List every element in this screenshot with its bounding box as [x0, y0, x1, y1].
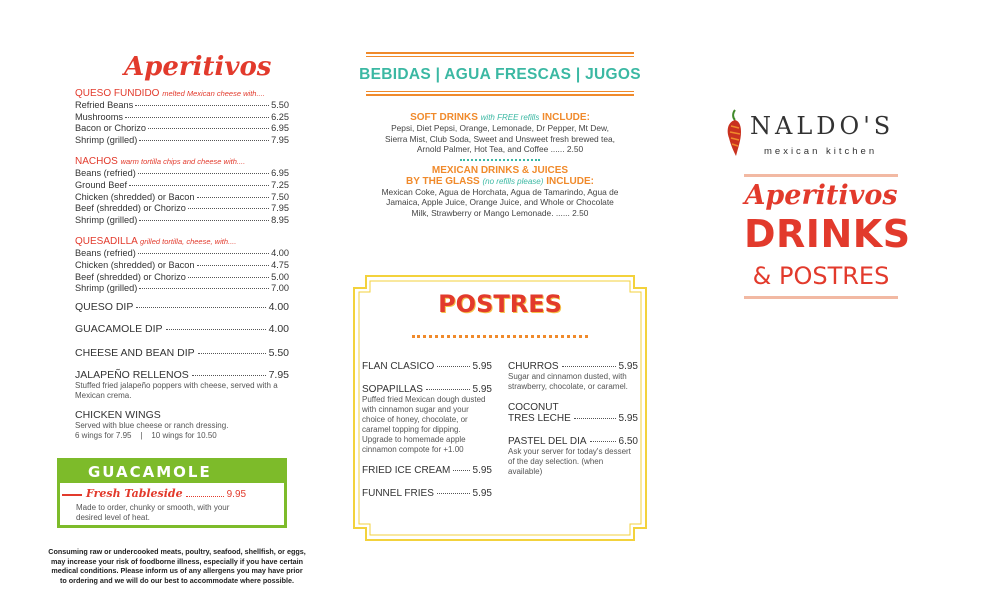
leader-dots: [437, 366, 469, 367]
leader-dots: [197, 265, 270, 266]
menu-item-row: [75, 100, 289, 112]
postres-divider: [412, 335, 588, 338]
quesadilla-heading: QUESADILLA grilled tortilla, cheese, with....: [75, 236, 237, 248]
menu-item-price: 7.50: [271, 191, 289, 202]
dessert-price: 5.95: [618, 413, 638, 424]
guacamole-item: Fresh Tableside 9.95: [86, 487, 247, 500]
disclaimer: Consuming raw or undercooked meats, poultry, seafood, shellfish, or eggs, may increase your risk of foodborne illness, especially if you have certain medical conditions. Please inform us of any allergens you may have prior to ordering and we will do our best to accommodate where possible.: [48, 547, 306, 585]
menu-item-name: Beans (refried): [75, 168, 136, 179]
menu-item-row: [75, 135, 289, 147]
dessert-name: CHURROS: [508, 361, 559, 372]
menu-item-row: [75, 248, 289, 260]
dessert-row: [508, 361, 638, 372]
dessert-item: [508, 361, 638, 392]
dessert-price: 5.95: [472, 465, 492, 476]
leader-dots: [426, 389, 470, 390]
quesadilla-list: [75, 248, 289, 294]
cover-aperitivos: Aperitivos: [744, 180, 898, 211]
menu-item-row: [75, 203, 289, 215]
menu-item-price: 6.95: [271, 123, 289, 134]
dessert-row: [362, 488, 492, 499]
bebidas-divider: [460, 159, 540, 161]
leader-dots: [188, 277, 269, 278]
menu-item-price: 5.00: [271, 271, 289, 282]
postres-title: POSTRES: [438, 290, 562, 318]
guacamole-title: GUACAMOLE: [60, 461, 284, 483]
wings-desc: Served with blue cheese or ranch dressing.: [75, 420, 229, 430]
menu-item-row: [75, 112, 289, 124]
leader-dots: [138, 253, 269, 254]
leader-dots: [590, 441, 616, 442]
dessert-price: 5.95: [472, 488, 492, 499]
dessert-name: SOPAPILLAS: [362, 384, 423, 395]
menu-item-row: [75, 283, 289, 295]
dessert-name: FUNNEL FRIES: [362, 488, 434, 499]
dessert-desc: Ask your server for today's dessert of the day selection. (when available): [508, 447, 631, 476]
menu-item-row: [75, 272, 289, 284]
dessert-item: [362, 384, 492, 455]
menu-item-name: Ground Beef: [75, 179, 128, 190]
soft-drinks-section: [380, 112, 620, 218]
dessert-row: [508, 413, 638, 424]
leader-dots: [148, 128, 269, 129]
menu-item-row: [75, 123, 289, 135]
guacamole-desc: Made to order, chunky or smooth, with your desired level of heat.: [76, 503, 230, 522]
menu-item-row: [75, 180, 289, 192]
chili-pepper-icon: [724, 108, 746, 158]
aperitivos-title: Aperitivos: [124, 52, 272, 82]
soft-drinks-list: Pepsi, Diet Pepsi, Orange, Lemonade, Dr Pepper, Mt Dew, Sierra Mist, Club Soda, Sweet and Unsweet fresh brewed tea, Arnold Palmer, Hot Tea, and Coffee ...... 2.50: [385, 123, 615, 154]
bebidas-title: BEBIDAS | AGUA FRESCAS | JUGOS: [359, 66, 641, 83]
menu-item-name: Beef (shredded) or Chorizo: [75, 271, 186, 282]
menu-item-name: Beans (refried): [75, 248, 136, 259]
leader-dots: [574, 418, 616, 419]
menu-item-name: Shrimp (grilled): [75, 214, 138, 225]
brand-tagline: mexican kitchen: [764, 146, 878, 157]
leader-dots: [139, 140, 269, 141]
bebidas-bottom-rule: [366, 91, 634, 92]
dessert-item: [362, 465, 492, 476]
leader-dots: [562, 366, 616, 367]
leader-dots: [125, 117, 269, 118]
menu-item-name: Shrimp (grilled): [75, 283, 138, 294]
menu-item-row: [75, 168, 289, 180]
menu-item-price: 7.00: [271, 283, 289, 294]
aperitivos-menu: [75, 88, 289, 441]
dessert-price: 5.95: [618, 361, 638, 372]
cheese-bean-dip-item: CHEESE AND BEAN DIP 5.50: [75, 346, 289, 359]
menu-item-name: Chicken (shredded) or Bacon: [75, 191, 195, 202]
chicken-wings-item: CHICKEN WINGS: [75, 408, 161, 421]
nachos-list: [75, 168, 289, 226]
cover-drinks: DRINKS: [744, 212, 911, 256]
mexican-drinks-heading: MEXICAN DRINKS & JUICES: [431, 164, 569, 176]
menu-item-name: Bacon or Chorizo: [75, 123, 146, 134]
bebidas-bottom-rule-2: [366, 94, 634, 96]
guacamole-dip-item: GUACAMOLE DIP 4.00: [75, 322, 289, 335]
menu-item-row: [75, 192, 289, 204]
dessert-row: [362, 361, 492, 372]
wings-prices: 6 wings for 7.95 | 10 wings for 10.50: [75, 430, 217, 440]
soft-drinks-heading: SOFT DRINKS with FREE refills INCLUDE:: [410, 112, 590, 123]
jalapeno-desc: Stuffed fried jalapeño poppers with cheese, served with a Mexican crema.: [75, 380, 278, 400]
leader-dots: [437, 493, 470, 494]
dessert-name: FRIED ICE CREAM: [362, 465, 451, 476]
guacamole-accent-line: [62, 494, 82, 496]
menu-item-price: 5.50: [271, 100, 289, 110]
dessert-desc: Sugar and cinnamon dusted, with strawberry, chocolate, or caramel.: [508, 372, 628, 391]
leader-dots: [197, 197, 270, 198]
menu-item-price: 7.25: [271, 179, 289, 190]
cover-bottom-rule: [744, 296, 898, 299]
menu-item-price: 6.95: [271, 168, 289, 179]
mexican-drinks-list: Mexican Coke, Agua de Horchata, Agua de Tamarindo, Agua de Jamaica, Apple Juice, Orange Juice, and Whole or Chocolate Milk, Strawberry or Mango Lemonade. ...... 2.50: [381, 186, 619, 218]
menu-item-name: Shrimp (grilled): [75, 134, 138, 145]
menu-item-price: 4.75: [271, 259, 289, 270]
menu-item-price: 4.00: [271, 248, 289, 259]
dessert-name: PASTEL DEL DIA: [508, 436, 587, 447]
by-the-glass-heading: BY THE GLASS (no refills please) INCLUDE:: [406, 175, 594, 187]
dessert-item: [362, 488, 492, 499]
dessert-price: 5.95: [472, 361, 492, 372]
menu-item-row: [75, 215, 289, 227]
menu-item-name: Mushrooms: [75, 111, 123, 122]
dessert-row: [362, 384, 492, 395]
leader-dots: [129, 185, 269, 186]
menu-item-price: 7.95: [271, 203, 289, 214]
cover-postres: & POSTRES: [752, 262, 890, 290]
leader-dots: [139, 288, 269, 289]
leader-dots: [139, 220, 269, 221]
leader-dots: [453, 470, 469, 471]
dessert-item: [362, 361, 492, 372]
dessert-desc: Puffed fried Mexican dough dusted with cinnamon sugar and your choice of honey, chocolate, or caramel topping for dipping. Upgrade to homemade apple cinnamon compote for +1.00: [362, 395, 486, 454]
menu-item-row: [75, 260, 289, 272]
dessert-row: [362, 465, 492, 476]
dessert-name: TRES LECHE: [508, 413, 571, 424]
menu-item-name: Beef (shredded) or Chorizo: [75, 203, 186, 214]
menu-item-price: 7.95: [271, 134, 289, 145]
dessert-row: [508, 436, 638, 447]
brand-logo: [724, 108, 924, 168]
dessert-item: [508, 436, 638, 477]
bebidas-top-rule-2: [366, 56, 634, 57]
guacamole-box: [57, 458, 287, 528]
postres-right-column: [508, 361, 638, 487]
cover-top-rule: [744, 174, 898, 177]
queso-fundido-list: [75, 100, 289, 146]
brand-name: NALDO'S: [750, 112, 895, 140]
leader-dots: [135, 105, 269, 106]
dessert-price: 5.95: [472, 384, 492, 395]
nachos-heading: NACHOS warm tortilla chips and cheese with....: [75, 156, 246, 168]
queso-fundido-heading: QUESO FUNDIDO melted Mexican cheese with....: [75, 88, 265, 99]
menu-item-name: Chicken (shredded) or Bacon: [75, 259, 195, 270]
jalapeno-item: JALAPEÑO RELLENOS 7.95: [75, 368, 289, 381]
leader-dots: [138, 173, 269, 174]
dessert-price: 6.50: [618, 436, 638, 447]
menu-item-price: 6.25: [271, 111, 289, 122]
menu-item-name: Refried Beans: [75, 100, 134, 110]
dessert-name: COCONUT: [508, 402, 559, 413]
leader-dots: [188, 208, 269, 209]
queso-dip-item: QUESO DIP 4.00: [75, 300, 289, 313]
dessert-item: [508, 402, 638, 424]
menu-item-price: 8.95: [271, 214, 289, 225]
postres-left-column: [362, 361, 492, 511]
dessert-name: FLAN CLASICO: [362, 361, 435, 372]
bebidas-top-rule: [366, 52, 634, 54]
